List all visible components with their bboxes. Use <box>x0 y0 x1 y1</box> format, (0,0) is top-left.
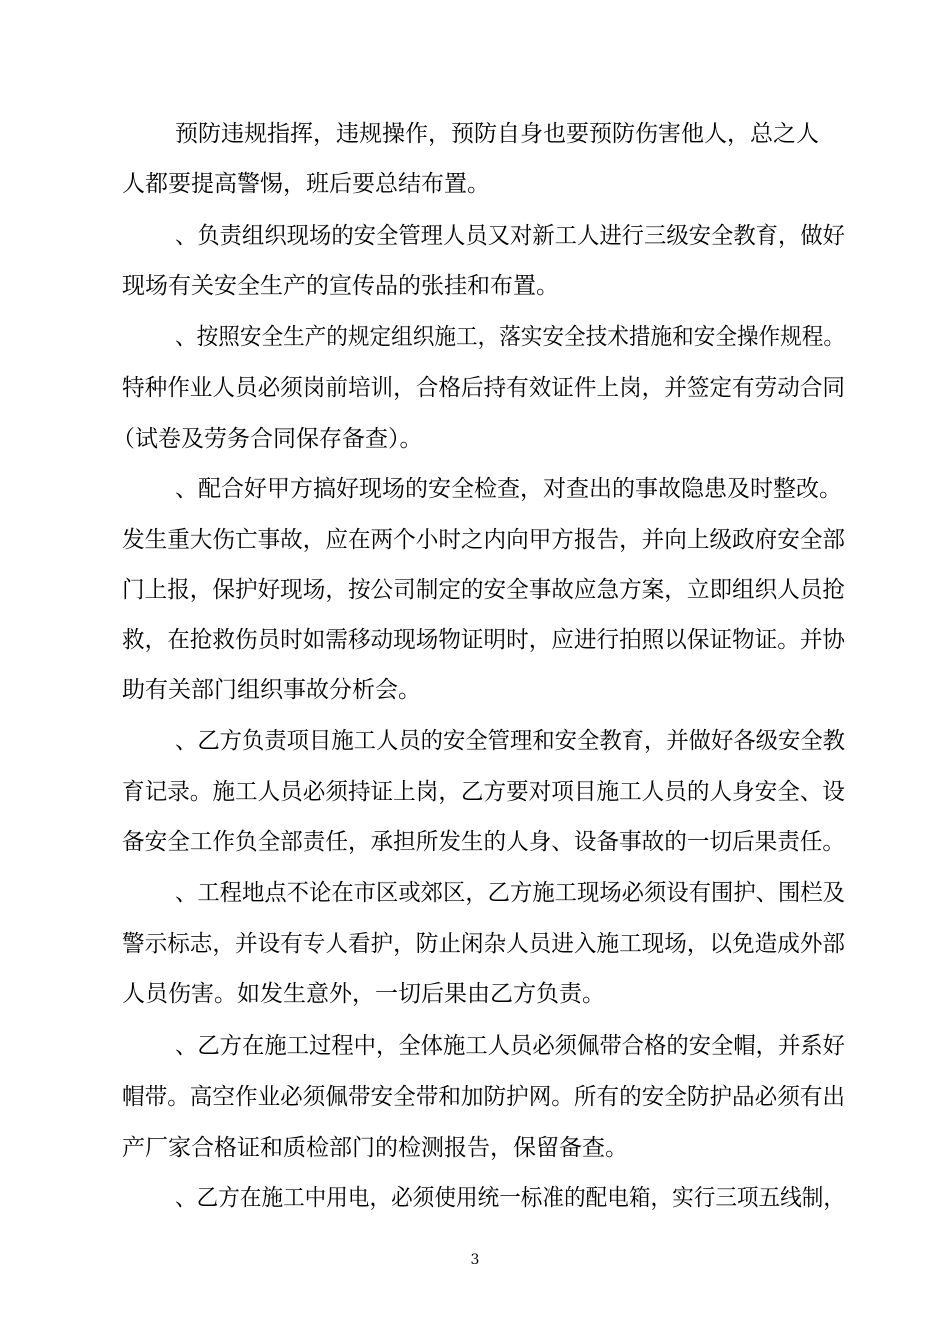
text-line <box>0 1178 950 1218</box>
line-text: 救，在抢救伤员时如需移动现场物证明时，应进行拍照以保证物证。并协 <box>122 627 845 653</box>
text-line <box>0 1026 950 1066</box>
text-line <box>0 368 950 408</box>
page-number: 3 <box>470 1252 480 1268</box>
text-line <box>0 620 950 660</box>
line-text: 警示标志，并设有专人看护，防止闲杂人员进入施工现场，以免造成外部 <box>122 931 845 957</box>
text-line <box>0 570 950 610</box>
text-line <box>0 216 950 256</box>
text-line <box>0 114 950 154</box>
text-line <box>0 670 950 710</box>
line-text: 门上报，保护好现场，按公司制定的安全事故应急方案，立即组织人员抢 <box>122 577 845 603</box>
text-line <box>0 317 950 357</box>
line-text: 助有关部门组织事故分析会。 <box>122 677 421 703</box>
line-text: 、工程地点不论在市区或郊区，乙方施工现场必须设有围护、围栏及 <box>175 880 845 906</box>
text-line <box>0 520 950 560</box>
line-text: 育记录。施工人员必须持证上岗，乙方要对项目施工人员的人身安全、设 <box>122 779 845 805</box>
text-line <box>0 1128 950 1168</box>
text-line <box>0 1077 950 1117</box>
text-line <box>0 873 950 913</box>
text-line <box>0 266 950 306</box>
line-text: 、乙方在施工中用电，必须使用统一标准的配电箱，实行三项五线制， <box>175 1185 845 1211</box>
line-text: 产厂家合格证和质检部门的检测报告，保留备查。 <box>122 1135 628 1161</box>
text-line <box>0 772 950 812</box>
text-line <box>0 924 950 964</box>
line-text: （试卷及劳务合同保存备查）。 <box>112 426 423 452</box>
line-text: 、按照安全生产的规定组织施工，落实安全技术措施和安全操作规程。 <box>175 324 845 350</box>
line-text: 人员伤害。如发生意外，一切后果由乙方负责。 <box>122 981 605 1007</box>
line-text: 发生重大伤亡事故，应在两个小时之内向甲方报告，并向上级政府安全部 <box>122 527 845 553</box>
line-text: 备安全工作负全部责任，承担所发生的人身、设备事故的一切后果责任。 <box>122 829 845 855</box>
text-line <box>0 419 950 459</box>
line-text: 现场有关安全生产的宣传品的张挂和布置。 <box>122 273 559 299</box>
text-line <box>0 974 950 1014</box>
text-line <box>0 469 950 509</box>
line-text: 、乙方在施工过程中，全体施工人员必须佩带合格的安全帽，并系好 <box>175 1033 845 1059</box>
text-line <box>0 721 950 761</box>
line-text: 、乙方负责项目施工人员的安全管理和安全教育，并做好各级安全教 <box>175 728 845 754</box>
text-line <box>0 822 950 862</box>
line-text: 特种作业人员必须岗前培训，合格后持有效证件上岗，并签定有劳动合同 <box>122 375 845 401</box>
line-text: 人都要提高警惕，班后要总结布置。 <box>122 171 490 197</box>
line-text: 、配合好甲方搞好现场的安全检查，对查出的事故隐患及时整改。 <box>175 476 842 502</box>
line-text: 预防违规指挥，违规操作，预防自身也要预防伤害他人，总之人 <box>175 121 819 147</box>
line-text: 、负责组织现场的安全管理人员又对新工人进行三级安全教育，做好 <box>175 223 845 249</box>
text-line <box>0 164 950 204</box>
line-text: 帽带。高空作业必须佩带安全带和加防护网。所有的安全防护品必须有出 <box>122 1084 845 1110</box>
